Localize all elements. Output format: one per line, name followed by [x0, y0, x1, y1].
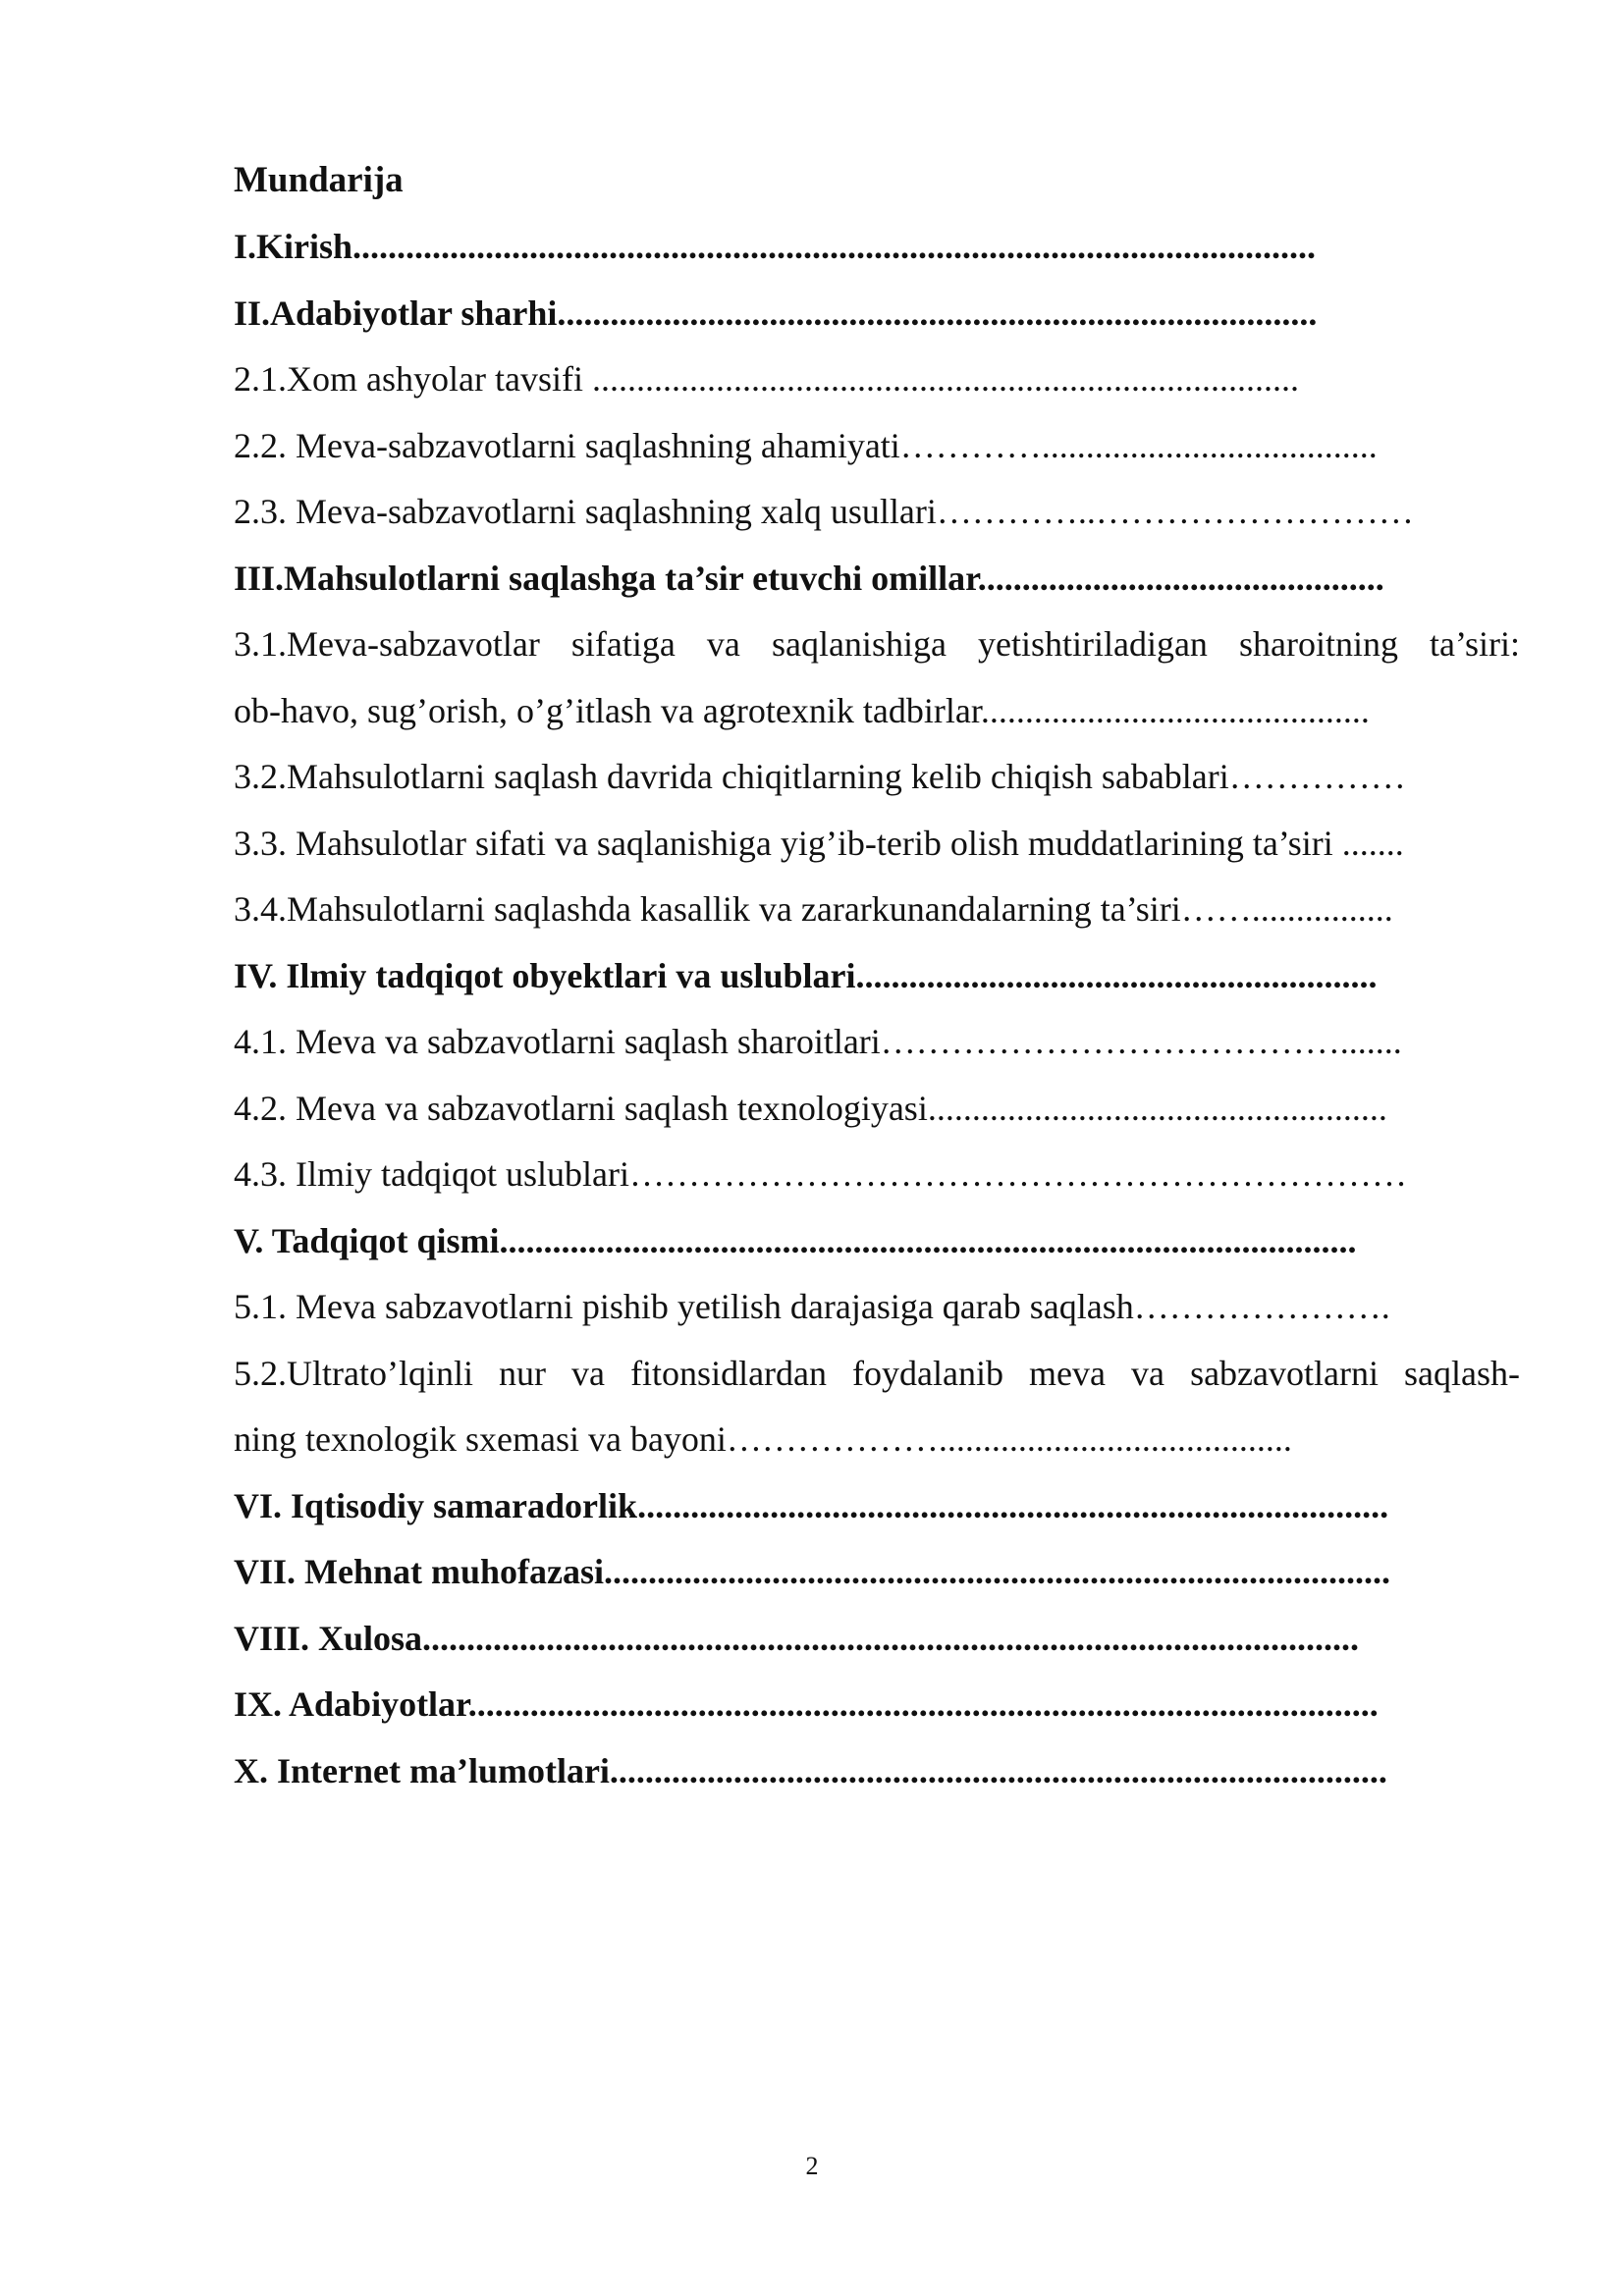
- toc-entry-3-1-line1: 3.1.Meva-sabzavotlar sifatiga va saqlanishiga yetishtiriladigan sharoitning ta’siri:: [234, 624, 1520, 664]
- toc-entry-adabiyotlar-sharhi: II.Adabiyotlar sharhi......................................................................................: [234, 293, 1318, 333]
- toc-entry-2-1: 2.1.Xom ashyolar tavsifi ................................................................................: [234, 359, 1299, 399]
- toc-entry-3-2: 3.2.Mahsulotlarni saqlash davrida chiqitlarning kelib chiqish sabablari……………: [234, 757, 1406, 796]
- toc-entry-xulosa: VIII. Xulosa..........................................................................................................: [234, 1618, 1360, 1658]
- toc-entry-4-1: 4.1. Meva va sabzavotlarni saqlash sharoitlari………………………………….......: [234, 1022, 1402, 1061]
- toc-entry-omillar: III.Mahsulotlarni saqlashga ta’sir etuvchi omillar..............................................: [234, 558, 1384, 598]
- toc-entry-mehnat: VII. Mehnat muhofazasi.........................................................................................: [234, 1552, 1391, 1591]
- toc-entry-adabiyotlar: IX. Adabiyotlar.......................................................................................................: [234, 1684, 1379, 1724]
- toc-entry-3-4: 3.4.Mahsulotlarni saqlashda kasallik va zararkunandalarning ta’siri……................: [234, 889, 1393, 929]
- toc-entry-kirish: I.Kirish.............................................................................................................: [234, 227, 1317, 266]
- toc-entry-5-2-line2: ning texnologik sxemasi va bayoni………………........................................: [234, 1419, 1292, 1459]
- toc-entry-iqtisodiy: VI. Iqtisodiy samaradorlik.....................................................................................: [234, 1485, 1389, 1525]
- toc-entry-4-3: 4.3. Ilmiy tadqiqot uslublari…………………………………………………………: [234, 1154, 1407, 1194]
- toc-entry-5-1: 5.1. Meva sabzavotlarni pishib yetilish darajasiga qarab saqlash………………….: [234, 1287, 1390, 1326]
- toc-entry-ilmiy-tadqiqot: IV. Ilmiy tadqiqot obyektlari va uslublari...........................................................: [234, 955, 1378, 995]
- toc-heading: Mundarija: [234, 160, 404, 200]
- toc-entry-3-1-line2: ob-havo, sug’orish, o’g’itlash va agrotexnik tadbirlar............................................: [234, 690, 1370, 730]
- document-page: [234, 147, 1520, 1804]
- page-number: 2: [805, 2152, 819, 2180]
- toc-entry-4-2: 4.2. Meva va sabzavotlarni saqlash texnologiyasi....................................................: [234, 1088, 1387, 1128]
- toc-entry-internet: X. Internet ma’lumotlari........................................................................................: [234, 1750, 1387, 1790]
- toc-entry-5-2-line1: 5.2.Ultrato’lqinli nur va fitonsidlardan foydalanib meva va sabzavotlarni saqlash-: [234, 1353, 1520, 1393]
- toc-entry-tadqiqot-qismi: V. Tadqiqot qismi.................................................................................................: [234, 1220, 1357, 1260]
- toc-entry-2-3: 2.3. Meva-sabzavotlarni saqlashning xalq usullari…………..………………………: [234, 492, 1414, 531]
- toc-entry-2-2: 2.2. Meva-sabzavotlarni saqlashning ahamiyati…………......................................: [234, 425, 1378, 465]
- toc-entry-3-3: 3.3. Mahsulotlar sifati va saqlanishiga yig’ib-terib olish muddatlarining ta’siri .......: [234, 823, 1404, 863]
